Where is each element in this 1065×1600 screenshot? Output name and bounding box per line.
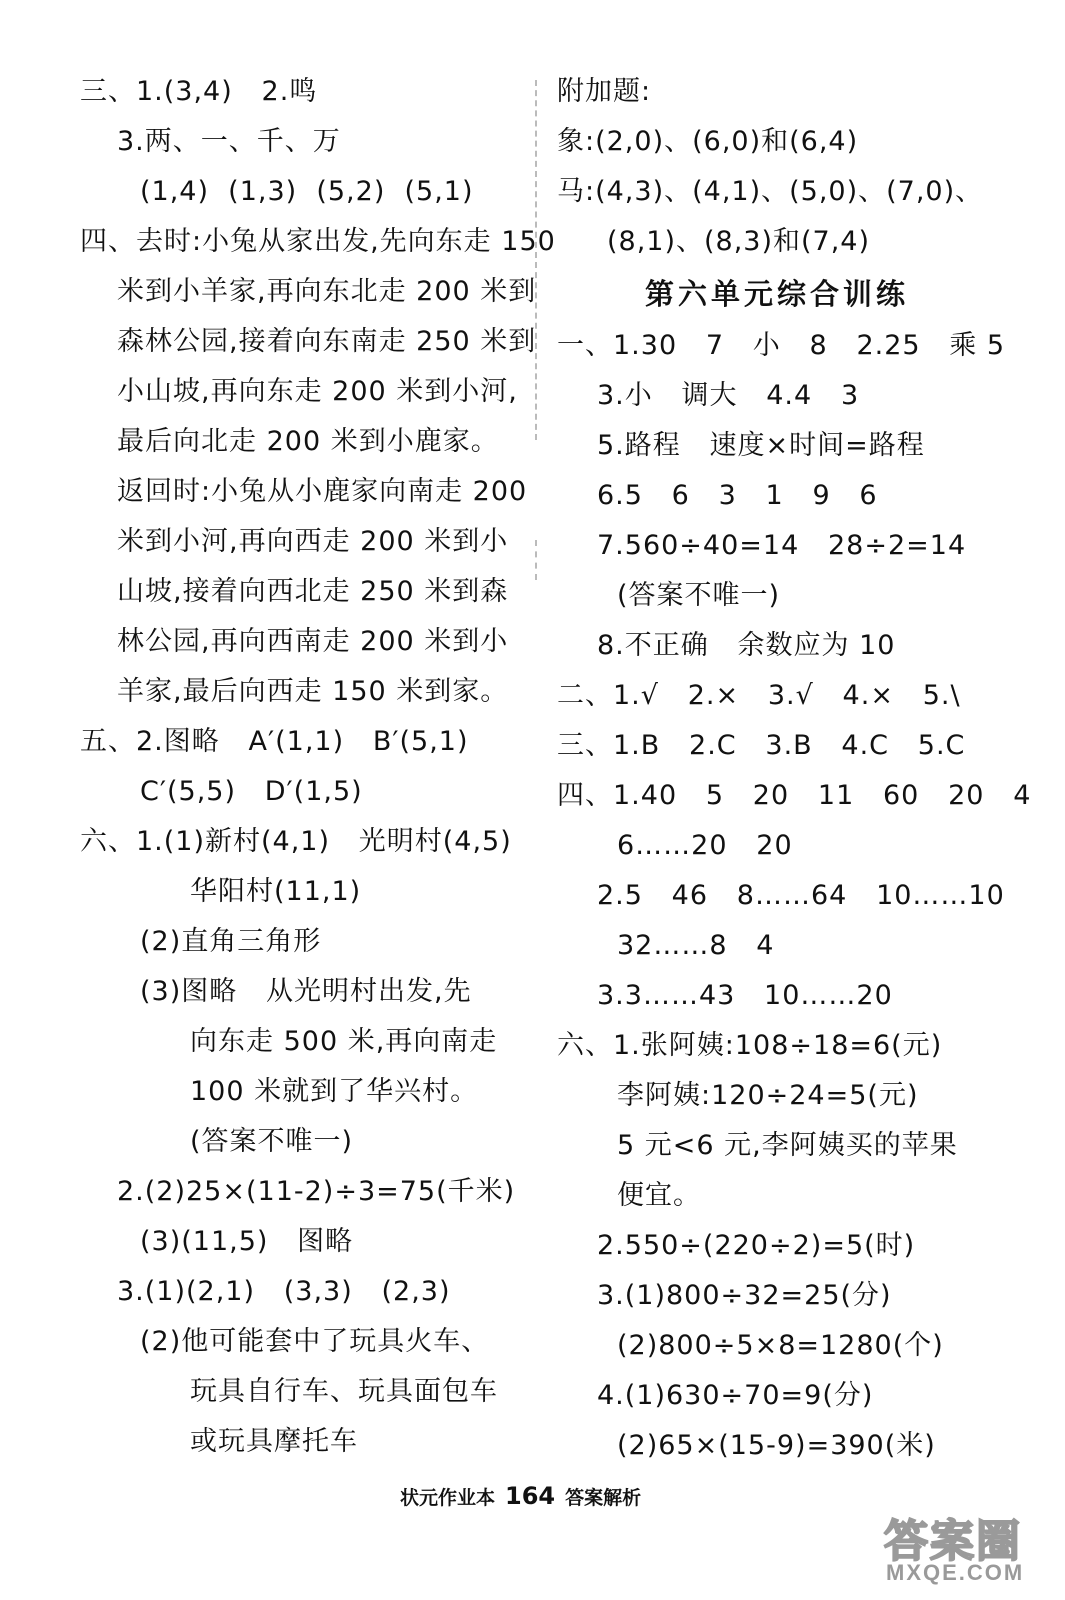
text-line: 六、1.(1)新村(4,1) 光明村(4,5)	[80, 826, 512, 857]
text-line: 6……20 20	[617, 830, 793, 861]
watermark-site-text: MXQE.COM	[886, 1560, 1025, 1585]
page-footer	[400, 1482, 720, 1516]
text-line: 林公园,再向西南走 200 米到小	[117, 626, 509, 657]
column-divider	[535, 80, 537, 440]
text-line: 4.(1)630÷70=9(分)	[597, 1380, 874, 1411]
text-line: (2)800÷5×8=1280(个)	[617, 1330, 944, 1361]
text-line: 森林公园,接着向东南走 250 米到	[117, 326, 537, 357]
text-line: (2)直角三角形	[140, 926, 322, 957]
text-line: 7.560÷40=14 28÷2=14	[597, 530, 967, 561]
text-line: 六、1.张阿姨:108÷18=6(元)	[557, 1030, 943, 1061]
text-line: 四、去时:小兔从家出发,先向东走 150	[80, 226, 556, 257]
text-line: 5 元<6 元,李阿姨买的苹果	[617, 1130, 958, 1161]
text-line: 三、1.(3,4) 2.鸣	[80, 76, 318, 107]
text-line: (2)他可能套中了玩具火车、	[140, 1326, 490, 1357]
text-line: (8,1)、(8,3)和(7,4)	[607, 226, 871, 257]
text-line: 返回时:小兔从小鹿家向南走 200	[117, 476, 528, 507]
text-line: 2.5 46 8……64 10……10	[597, 880, 1005, 911]
text-line: (1,4) (1,3) (5,2) (5,1)	[140, 176, 474, 207]
text-line: 3.(1)(2,1) (3,3) (2,3)	[117, 1276, 451, 1307]
text-line: (答案不唯一)	[190, 1126, 354, 1157]
watermark-logo-text: 答案圈	[884, 1516, 1022, 1567]
text-line: 3.小 调大 4.4 3	[597, 380, 860, 411]
text-line: 3.3……43 10……20	[597, 980, 893, 1011]
text-line: 向东走 500 米,再向南走	[190, 1026, 498, 1057]
text-line: 或玩具摩托车	[190, 1426, 358, 1457]
text-line: 3.两、一、千、万	[117, 126, 341, 157]
section-title: 第六单元综合训练	[645, 277, 910, 311]
text-line: 8.不正确 余数应为 10	[597, 630, 896, 661]
text-line: 米到小羊家,再向东北走 200 米到	[117, 276, 537, 307]
text-line: (3)(11,5) 图略	[140, 1226, 354, 1257]
text-line: 三、1.B 2.C 3.B 4.C 5.C	[557, 730, 966, 761]
text-line: 羊家,最后向西走 150 米到家。	[117, 676, 509, 707]
text-line: 马:(4,3)、(4,1)、(5,0)、(7,0)、	[557, 176, 984, 207]
text-line: 二、1.√ 2.× 3.√ 4.× 5.\	[557, 680, 961, 711]
text-line: 附加题:	[557, 76, 652, 107]
text-line: 米到小河,再向西走 200 米到小	[117, 526, 509, 557]
watermark-logo	[878, 1505, 1058, 1595]
text-line: 一、1.30 7 小 8 2.25 乘 5	[557, 330, 1006, 361]
text-line: 100 米就到了华兴村。	[190, 1076, 479, 1107]
text-line: 6.5 6 3 1 9 6	[597, 480, 878, 511]
text-line: 山坡,接着向西北走 250 米到森	[117, 576, 509, 607]
text-line: (答案不唯一)	[617, 580, 781, 611]
text-line: 5.路程 速度×时间=路程	[597, 430, 925, 461]
text-line: 象:(2,0)、(6,0)和(6,4)	[557, 126, 859, 157]
text-line: 便宜。	[617, 1180, 701, 1211]
text-line: 2.(2)25×(11-2)÷3=75(千米)	[117, 1176, 516, 1207]
text-line: (3)图略 从光明村出发,先	[140, 976, 472, 1007]
page-number: 164	[505, 1482, 556, 1510]
text-line: 小山坡,再向东走 200 米到小河,	[117, 376, 518, 407]
book-name: 状元作业本	[400, 1487, 496, 1509]
section-label: 答案解析	[565, 1487, 642, 1509]
text-line: C′(5,5) D′(1,5)	[140, 776, 363, 807]
text-line: 3.(1)800÷32=25(分)	[597, 1280, 892, 1311]
text-line: 华阳村(11,1)	[190, 876, 362, 907]
text-line: 最后向北走 200 米到小鹿家。	[117, 426, 499, 457]
text-line: 李阿姨:120÷24=5(元)	[617, 1080, 919, 1111]
text-line: 32……8 4	[617, 930, 775, 961]
text-line: 2.550÷(220÷2)=5(时)	[597, 1230, 916, 1261]
text-line: 玩具自行车、玩具面包车	[190, 1376, 498, 1407]
column-divider	[535, 540, 537, 580]
text-line: 四、1.40 5 20 11 60 20 4	[557, 780, 1032, 811]
text-line: 五、2.图略 A′(1,1) B′(5,1)	[80, 726, 469, 757]
text-line: (2)65×(15-9)=390(米)	[617, 1430, 936, 1461]
